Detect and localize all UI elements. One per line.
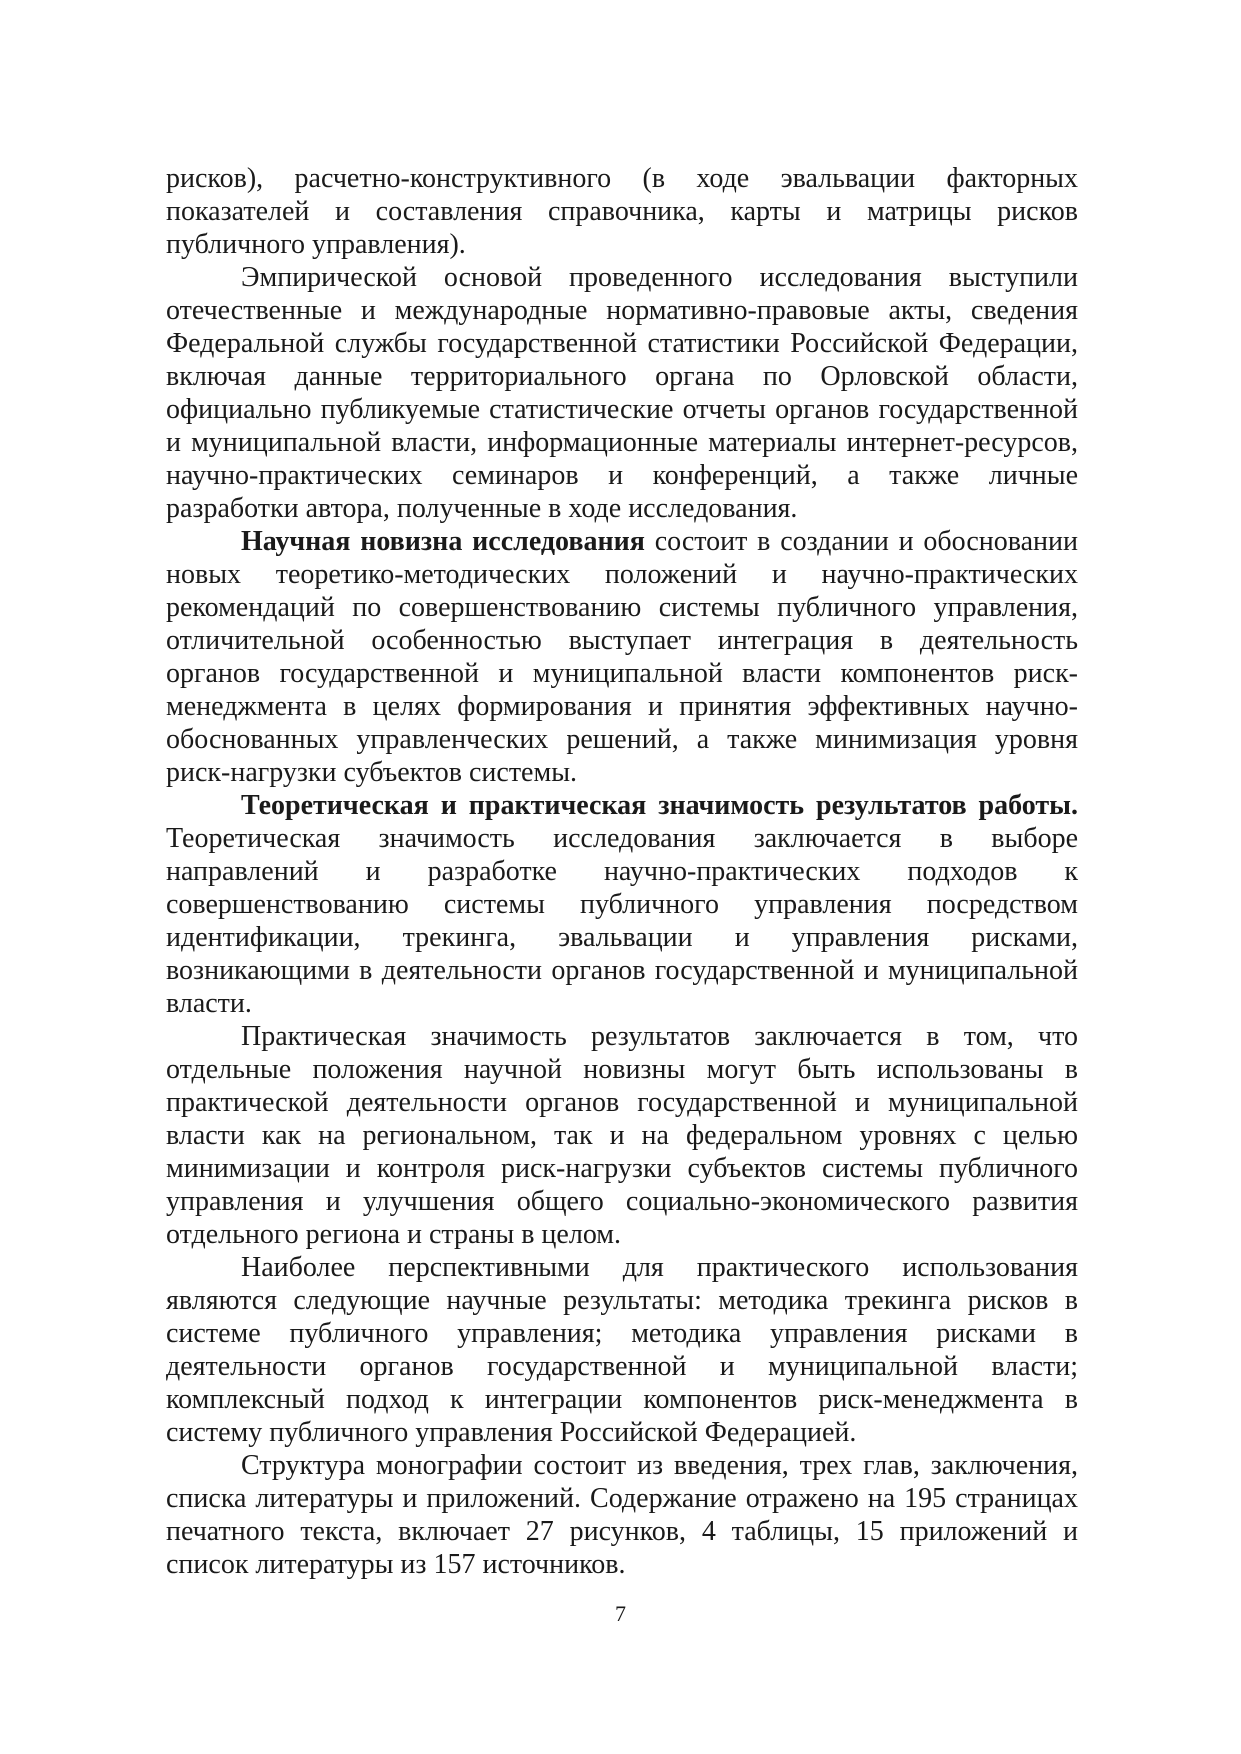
page-number: 7 (615, 1601, 626, 1626)
paragraph-6 (166, 1251, 1078, 1449)
paragraph-3-bold-lead: Научная новизна исследования (241, 526, 645, 557)
paragraph-2-text: Эмпирической основой проведенного исследования выступили отечественные и международные нормативно-правовые акты, сведения Федеральной службы государственной статистики Российской Федерации, включая данные территориального органа по Орловской области, официально публикуемые статистические отчеты органов государственной и муниципальной власти, информационные материалы интернет-ресурсов, научно-практических семинаров и конференций, а также личные разработки автора, полученные в ходе исследования. (166, 262, 1078, 524)
paragraph-7-text: Структура монографии состоит из введения, трех глав, заключения, списка литературы и приложений. Содержание отражено на 195 страницах печатного текста, включает 27 рисунков, 4 таблицы, 15 приложений и список литературы из 157 источников. (166, 1450, 1078, 1580)
document-body (166, 162, 1078, 1581)
paragraph-3-text: состоит в создании и обосновании новых теоретико-методических положений и научно-практических рекомендаций по совершенствованию системы публичного управления, отличительной особенностью выступает интеграция в деятельность органов государственной и муниципальной власти компонентов риск-менеджмента в целях формирования и принятия эффективных научно-обоснованных управленческих решений, а также минимизация уровня риск-нагрузки субъектов системы. (166, 526, 1078, 788)
paragraph-7 (166, 1449, 1078, 1581)
paragraph-4-bold-lead: Теоретическая и практическая значимость результатов работы. (241, 790, 1078, 821)
paragraph-4-text: Теоретическая значимость исследования заключается в выборе направлений и разработке научно-практических подходов к совершенствованию системы публичного управления посредством идентификации, трекинга, эвальвации и управления рисками, возникающими в деятельности органов государственной и муниципальной власти. (166, 823, 1078, 1019)
paragraph-5 (166, 1020, 1078, 1251)
paragraph-1-text: рисков), расчетно-конструктивного (в ходе эвальвации факторных показателей и составления справочника, карты и матрицы рисков публичного управления). (166, 163, 1078, 260)
paragraph-5-text: Практическая значимость результатов заключается в том, что отдельные положения научной новизны могут быть использованы в практической деятельности органов государственной и муниципальной власти как на региональном, так и на федеральном уровнях с целью минимизации и контроля риск-нагрузки субъектов системы публичного управления и улучшения общего социально-экономического развития отдельного региона и страны в целом. (166, 1021, 1078, 1250)
paragraph-4 (166, 789, 1078, 1020)
paragraph-3 (166, 525, 1078, 789)
paragraph-2 (166, 261, 1078, 525)
paragraph-6-text: Наиболее перспективными для практического использования являются следующие научные результаты: методика трекинга рисков в системе публичного управления; методика управления рисками в деятельности органов государственной и муниципальной власти; комплексный подход к интеграции компонентов риск-менеджмента в систему публичного управления Российской Федерацией. (166, 1252, 1078, 1448)
paragraph-1 (166, 162, 1078, 261)
